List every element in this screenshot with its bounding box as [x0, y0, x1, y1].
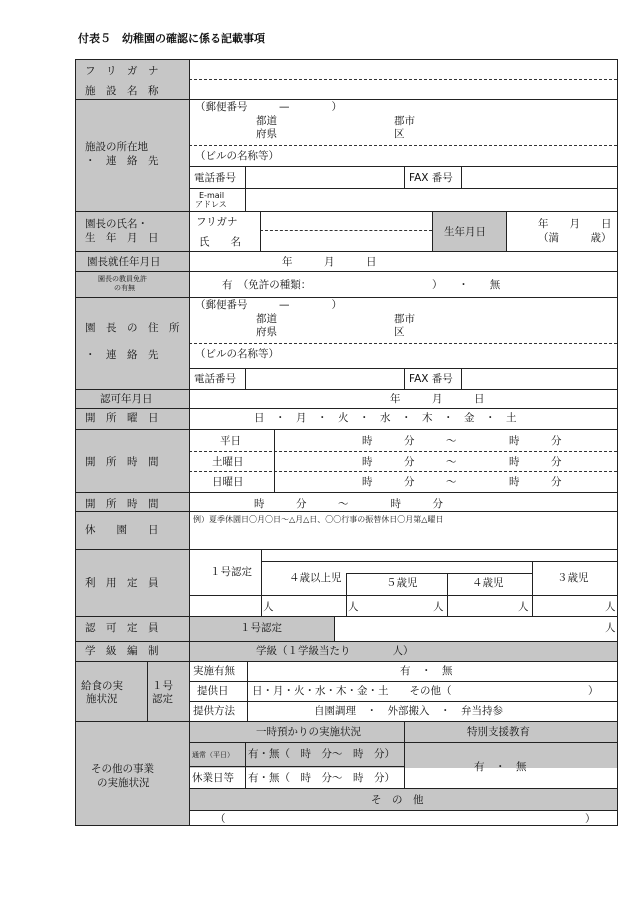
- city: 郡市: [394, 115, 415, 127]
- temp-care-header: 一時預かりの実施状況: [256, 726, 361, 738]
- lunch-rule-1: [189, 681, 618, 682]
- other-rule-weekday: [189, 766, 404, 767]
- lunch-cert-label: １号: [152, 680, 173, 692]
- principal-address-label: 園 長 の 住 所: [85, 322, 180, 334]
- email-label-2: アドレス: [195, 200, 227, 209]
- lunch-cert-label-2: 認定: [152, 693, 173, 705]
- principal-col-3: [506, 211, 507, 251]
- furigana-label: フ リ ガ ナ: [85, 65, 159, 77]
- border-top: [75, 59, 618, 60]
- license-value: 有 （免許の種類： ） ・ 無: [222, 279, 501, 291]
- hours-weekday-value: 時 分 ～ 時 分: [362, 435, 562, 447]
- lunch-method-value: 自園調理 ・ 外部搬入 ・ 弁当持参: [314, 705, 503, 717]
- lunch-implemented-value: 有 ・ 無: [400, 665, 453, 677]
- open-hours-label: 開 所 時 間: [85, 456, 159, 468]
- principal-city-2: 区: [394, 326, 405, 338]
- document-title: 付表５ 幼稚園の確認に係る記載事項: [78, 32, 265, 45]
- hours-saturday-label: 土曜日: [212, 456, 244, 468]
- holiday-label: 休業日等: [192, 772, 234, 784]
- address-divider: [189, 145, 617, 146]
- capacity-col-4: [532, 561, 533, 616]
- principal-name: 氏 名: [199, 236, 241, 248]
- phone-col: [245, 166, 246, 211]
- capacity-age5: ５歳児: [386, 577, 418, 589]
- hours-divider-2: [189, 471, 617, 472]
- weekday-label: 通常（平日）: [192, 751, 234, 759]
- lunch-implemented-label: 実施有無: [193, 665, 235, 677]
- fax-col-left: [404, 166, 405, 188]
- other-projects-label-2: の実施状況: [97, 777, 150, 789]
- postal-code: （郵便番号 — ）: [195, 101, 342, 113]
- rule-hours2: [75, 511, 618, 512]
- facility-name-label: 施 設 名 称: [85, 85, 159, 97]
- other-label-col: [245, 742, 246, 788]
- open-days-label: 開 所 曜 日: [85, 412, 159, 424]
- principal-phone-label: 電話番号: [194, 373, 236, 385]
- principal-postal: （郵便番号 — ）: [195, 299, 342, 311]
- birth-label: 生年月日: [444, 226, 486, 238]
- open-hours-label-2: 開 所 時 間: [85, 498, 159, 510]
- city-2: 区: [394, 128, 405, 140]
- principal-address-divider: [189, 343, 617, 344]
- capacity-rule-mid: [346, 573, 532, 574]
- capacity-rule-top: [261, 561, 618, 562]
- lunch-method-label: 提供方法: [193, 705, 235, 717]
- hours-day-col: [274, 429, 275, 492]
- principal-birth-label: 生 年 月 日: [85, 232, 159, 244]
- rule-lunch: [75, 721, 618, 722]
- rule-closed: [75, 549, 618, 550]
- approval-date-label: 認可年月日: [100, 393, 153, 405]
- principal-fax-col-right: [461, 368, 462, 389]
- lunch-label: 給食の実: [81, 680, 123, 692]
- lunch-rule-2: [189, 701, 618, 702]
- hours-sunday-value: 時 分 ～ 時 分: [362, 476, 562, 488]
- fax-col-right: [461, 166, 462, 188]
- hours2-value: 時 分 ～ 時 分: [254, 498, 443, 510]
- lunch-cert-col: [147, 661, 148, 721]
- birth-age: （満 歳）: [538, 232, 612, 244]
- others-paren-close: ）: [585, 813, 596, 825]
- phone-label: 電話番号: [194, 172, 236, 184]
- capacity-age4: ４歳児: [472, 577, 504, 589]
- rule-approval: [75, 408, 618, 409]
- approval-value: 年 月 日: [390, 393, 485, 405]
- principal-fax-label: FAX 番号: [409, 373, 453, 385]
- appointment-label: 園長就任年月日: [87, 256, 161, 268]
- border-bottom: [75, 825, 618, 826]
- rule-appointment: [75, 271, 618, 272]
- rule-phone: [189, 188, 618, 189]
- principal-name-label: 園長の氏名・: [85, 218, 148, 230]
- building-name: （ビルの名称等）: [195, 150, 279, 162]
- capacity-unit-cert1: 人: [263, 601, 274, 613]
- other-header-bg: [189, 721, 617, 768]
- fax-label: FAX 番号: [409, 172, 453, 184]
- capacity-unit-4: 人: [518, 601, 529, 613]
- lunch-days-label: 提供日: [197, 685, 229, 697]
- address-label: 施設の所在地: [85, 141, 148, 153]
- lunch-days-value: 日・月・火・水・木・金・土 その他（ ）: [252, 685, 599, 697]
- hours-weekday-label: 平日: [220, 435, 241, 447]
- capacity-unit-4plus: 人: [348, 601, 359, 613]
- approved-capacity-label: 認 可 定 員: [85, 622, 159, 634]
- rule-approved: [75, 641, 618, 642]
- open-days-value: 日 ・ 月 ・ 火 ・ 水 ・ 木 ・ 金 ・ 土: [254, 412, 517, 424]
- license-label-2: の有無: [114, 284, 135, 292]
- lunch-label-2: 施状況: [86, 693, 118, 705]
- approved-unit: 人: [605, 622, 616, 634]
- license-label: 園長の教員免許: [98, 275, 147, 283]
- others-paren-open: （: [215, 813, 226, 825]
- class-org-label: 学 級 編 制: [85, 645, 159, 657]
- principal-name-divider: [260, 230, 432, 231]
- principal-city: 郡市: [394, 313, 415, 325]
- capacity-col-3: [447, 573, 448, 616]
- prefecture: 都道: [256, 115, 277, 127]
- capacity-col-2: [346, 573, 347, 616]
- label-column-bg: [75, 59, 189, 826]
- capacity-rule-values: [189, 595, 618, 596]
- lunch-label-col: [247, 661, 248, 721]
- appointment-value: 年 月 日: [282, 256, 377, 268]
- principal-fax-col-left: [404, 368, 405, 389]
- principal-contact-label: ・ 連 絡 先: [85, 349, 159, 361]
- label-divider: [189, 59, 190, 826]
- approved-cert1: １号認定: [240, 622, 282, 634]
- holiday-value: 有・無（ 時 分～ 時 分）: [248, 772, 395, 784]
- prefecture-2: 府県: [256, 128, 277, 140]
- principal-phone-col: [245, 368, 246, 389]
- hours-saturday-value: 時 分 ～ 時 分: [362, 456, 562, 468]
- closed-days-label: 休 園 日: [85, 524, 159, 536]
- birth-date: 年 月 日: [538, 218, 612, 230]
- principal-building: （ビルの名称等）: [195, 348, 279, 360]
- rule-hours: [75, 492, 618, 493]
- capacity-age3: ３歳児: [557, 572, 589, 584]
- border-left: [75, 59, 76, 826]
- class-value: 学級（１学級当たり 人）: [256, 645, 414, 657]
- other-projects-label: その他の事業: [91, 763, 154, 775]
- weekday-value: 有・無（ 時 分～ 時 分）: [248, 748, 395, 760]
- rule-principal: [75, 251, 618, 252]
- principal-prefecture: 都道: [256, 313, 277, 325]
- capacity-label: 利 用 定 員: [85, 577, 159, 589]
- capacity-cert1: １号認定: [210, 566, 252, 578]
- capacity-age4plus: ４歳以上児: [289, 572, 342, 584]
- furigana-divider: [189, 79, 617, 80]
- capacity-unit-5: 人: [433, 601, 444, 613]
- rule-license: [75, 297, 618, 298]
- capacity-col-1: [261, 549, 262, 616]
- special-ed-header: 特別支援教育: [467, 726, 530, 738]
- approved-col: [334, 616, 335, 641]
- hours-sunday-label: 日曜日: [212, 476, 244, 488]
- address-label-2: ・ 連 絡 先: [85, 155, 159, 167]
- other-rule-holiday: [189, 788, 618, 789]
- other-rule-others: [189, 810, 618, 811]
- email-label: E-mail: [199, 191, 225, 200]
- hours-divider-1: [189, 451, 617, 452]
- other-mid-col: [404, 721, 405, 788]
- principal-prefecture-2: 府県: [256, 326, 277, 338]
- closed-days-example: 例）夏季休園日〇月〇日～△月△日、〇〇行事の振替休日〇月第△曜日: [193, 515, 444, 524]
- rule-principal-address: [75, 389, 618, 390]
- others-label: そ の 他: [371, 794, 424, 806]
- principal-furigana: フリガナ: [196, 216, 238, 228]
- principal-col-1: [260, 211, 261, 251]
- rule-facility: [75, 99, 618, 100]
- capacity-unit-3: 人: [605, 601, 616, 613]
- principal-col-2: [432, 211, 433, 251]
- special-ed-value: 有 ・ 無: [474, 761, 527, 773]
- rule-address: [75, 211, 618, 212]
- rule-capacity: [75, 616, 618, 617]
- border-right: [617, 59, 618, 826]
- rule-class: [75, 661, 618, 662]
- rule-days: [75, 429, 618, 430]
